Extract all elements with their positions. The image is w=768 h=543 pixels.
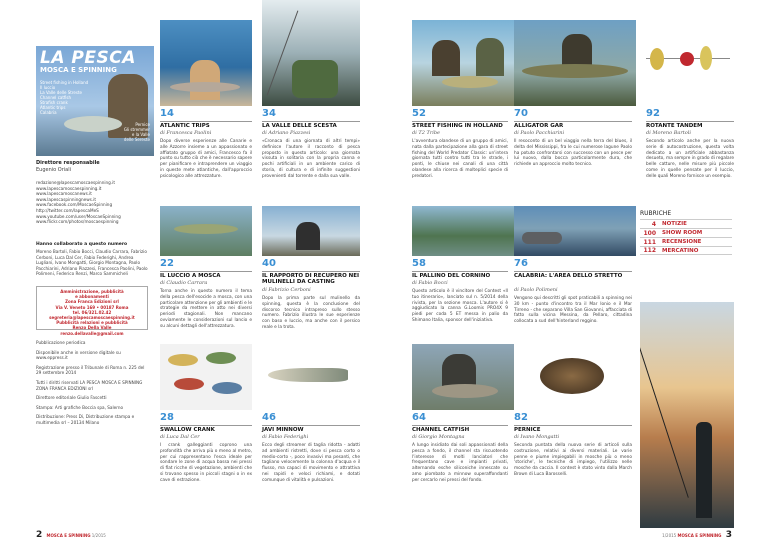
article-page-number: 76 bbox=[514, 258, 528, 269]
article-summary: Questo articolo è il vincitore del Contest «Il tuo itinerario», lanciato sul n. 5/2014 della rivista, per la sezione mosca. L'autore si è aggiudicato la canna G.Loomis PRO4X 9 piedi per coda 5 ET messa in palio da Shimano Italia, sponsor dell'iniziativa. bbox=[412, 289, 508, 323]
divider bbox=[262, 121, 360, 122]
article-page-number: 46 bbox=[262, 412, 276, 423]
footer-magazine-name: MOSCA E SPINNING bbox=[46, 533, 91, 538]
article-author: di Claudio Carrara bbox=[160, 280, 208, 286]
colophon: Pubblicazione periodica Disponibile anche in versione digitale su www.eppress.it Registrazione presso il Tribunale di Roma n. 225 del 29 settembre 2014 Tutti i diritti riservati LA PESCA MOSCA E SPINNING ZONA FRANCA EDIZIONI srl Direttore editoriale Giulio Fascetti Stampa: Arti grafiche Boccia spa, Salerno Distribuzione: Press Di, Distribuzione stampa e multimedia srl – 20134 Milano bbox=[36, 340, 145, 425]
article-page-number: 82 bbox=[514, 412, 528, 423]
divider bbox=[514, 121, 632, 122]
director-name: Eugenio Oriali bbox=[36, 167, 72, 173]
article-author: di Moreno Bartoli bbox=[646, 130, 691, 136]
magazine-cover-image[interactable] bbox=[36, 46, 154, 156]
article-author: di Fabrizio Cerboni bbox=[262, 287, 311, 293]
article-title[interactable]: JAVI MINNOW bbox=[262, 427, 304, 433]
divider bbox=[514, 425, 632, 426]
article-page-number: 70 bbox=[514, 108, 528, 119]
article-page-number: 64 bbox=[412, 412, 426, 423]
divider bbox=[160, 121, 252, 122]
article-summary: Torna anche in questo numero il tema della pesca dell'esocide a mosca, con una particolare attenzione per gli ambienti e le strategie da mettere in atto nei diversi periodi stagionali. Non mancano ovviamente le considerazioni sul lancio e su alcuni dettagli dell'attrezzatura. bbox=[160, 289, 252, 329]
photo-atlantic-trips[interactable] bbox=[160, 20, 252, 106]
article-page-number: 40 bbox=[262, 258, 276, 269]
rubriche-title: RUBRICHE bbox=[640, 210, 672, 217]
cover-fish-figure bbox=[64, 116, 122, 132]
rubrica-item[interactable]: 111 RECENSIONE bbox=[640, 237, 732, 246]
article-summary: L'avventura olandese di un gruppo di amici, nata dalla partecipazione alla gara di street fishing del World Predator Classic: un'intera giornata tutti contro tutti tra le strade, i ponti, le chiuse nei canali di una città olandese alla ricerca di molteplici specie di predatori. bbox=[412, 139, 508, 179]
photo-pernice[interactable] bbox=[514, 344, 636, 410]
photo-street-fishing[interactable] bbox=[412, 20, 528, 106]
link-youtube[interactable]: www.youtube.com/user/MoscaeSpinning bbox=[36, 213, 121, 219]
article-author: di Francesca Paolini bbox=[160, 130, 212, 136]
article-title[interactable]: ATLANTIC TRIPS bbox=[160, 123, 210, 129]
link-news[interactable]: www.lapescamoscanews.it bbox=[36, 191, 92, 197]
article-summary: I crank galleggianti coprono una profondità che arriva più o meno al metro, per cui rappresentano l'esca ideale per sondare le zone di acqua bassa nei pressi di flat ricche di vegetazione, ambienti che si trovano spesso in piccoli stagni o in ex cave di estrazione. bbox=[160, 443, 252, 483]
article-summary: A lungo insidiato dai soli appassionati della pesca a fondo, il channel sta riscuotendo l'interesse di molti lanciatori che frequentano cave e impianti privati, alternando esche siliconiche innescate su amo piombato a minnow superaffondanti per cercarlo nei pressi del fondo. bbox=[412, 443, 508, 483]
article-summary: Vengono qui descritti gli spot praticabili a spinning nei 30 km - punto d'incontro tra il Mar Ionio e il Mar Tirreno - che separano Villa San Giovanni, affacciata di fatto sulla vicina Messina, da Pellaro, cittadina collocata a sud dell'hinterland reggino. bbox=[514, 296, 632, 325]
article-title[interactable]: LA VALLE DELLE SCESTA bbox=[262, 123, 337, 129]
article-summary: Dopo diverse esperienze alle Canarie e alle Azzorre insieme a un appassionato e affiatato gruppo di amici, Francesco fa il punto su tutto ciò che è necessario sapere per pianificare e intraprendere un viaggio in queste mete atlantiche, dall'approccio psicologico alle attrezzature. bbox=[160, 139, 252, 179]
footer-left bbox=[36, 530, 106, 540]
article-summary: Il resoconto di un bel viaggio nella terra del blues, il delta del Mississippi, fra le cui numerose lagune Paolo ha potuto confrontarsi con successo con un pesce per lui nuovo, dalla bocca particolarmente dura, che richiede un approccio molto tecnico. bbox=[514, 139, 632, 168]
rubrica-item[interactable]: 112 MERCATINO bbox=[640, 246, 732, 255]
link-facebook[interactable]: www.facebook.com/MoscaeSpinning bbox=[36, 202, 113, 208]
link-flickr[interactable]: www.flickr.com/photos/moscaespinning bbox=[36, 219, 119, 225]
article-author: di Giorgio Montagna bbox=[412, 434, 465, 440]
article-title[interactable]: IL LUCCIO A MOSCA bbox=[160, 273, 221, 279]
photo-sunset-angler[interactable] bbox=[640, 302, 734, 528]
page-number-left: 2 bbox=[36, 530, 43, 540]
divider bbox=[160, 425, 252, 426]
link-email[interactable]: redazione@lapescamoscaespinning.it bbox=[36, 180, 115, 185]
photo-rotante-tandem[interactable] bbox=[640, 20, 734, 106]
rubrica-item[interactable]: 4 NOTIZIE bbox=[640, 219, 732, 228]
photo-javi-minnow[interactable] bbox=[262, 344, 360, 410]
contributors-list: Moreno Bartoli, Fabio Bocci, Claudio Carrara, Fabrizio Cerboni, Luca Dal Cer, Fabio Federighi, Andrea Lugliani, Ivano Mongatti, Giorgio Montagna, Paolo Pacchiarini, Adriano Piazzesi, Francesca Paolini, Paolo Polimeni, Federico Renzi, Marco Sammicheli bbox=[36, 249, 148, 277]
link-website[interactable]: www.lapescamoscaespinning.it bbox=[36, 185, 102, 191]
divider bbox=[412, 271, 508, 272]
photo-alligator-gar[interactable] bbox=[514, 20, 636, 106]
article-title[interactable]: CHANNEL CATFISH bbox=[412, 427, 470, 433]
article-page-number: 52 bbox=[412, 108, 426, 119]
footer-issue: 1/2015 bbox=[91, 533, 106, 538]
photo-luccio-mosca[interactable] bbox=[160, 206, 252, 256]
divider bbox=[262, 425, 360, 426]
cover-masthead: LA PESCA bbox=[40, 48, 136, 68]
rubriche-list bbox=[640, 219, 732, 255]
article-summary: Secondo articolo anche per la nuova serie di autocostruzione, questa volta dedicato a un artificiale abbastanza desueto, ma sempre in grado di regalare belle catture, nelle misure più piccole come in quelle pensate per il luccio, delle quali Moreno fornisce un esempio. bbox=[646, 139, 734, 179]
article-page-number: 58 bbox=[412, 258, 426, 269]
article-author: di Paolo Polimeni bbox=[514, 287, 558, 293]
footer-magazine-name: MOSCA E SPINNING bbox=[677, 533, 722, 538]
article-title[interactable]: PERNICE bbox=[514, 427, 541, 433]
contributors-title: Hanno collaborato a questo numero bbox=[36, 242, 128, 247]
cover-tagline: Pernice Gli stremmer e la Valle delle Sereste bbox=[123, 122, 150, 142]
photo-swallow-crank[interactable] bbox=[160, 344, 252, 410]
divider bbox=[412, 121, 508, 122]
article-author: di T2 Tribe bbox=[412, 130, 440, 136]
article-title[interactable]: CALABRIA: L'AREA DELLO STRETTO bbox=[514, 273, 623, 279]
contact-links bbox=[36, 180, 150, 225]
director-title: Direttore responsabile bbox=[36, 160, 100, 166]
divider bbox=[412, 425, 508, 426]
article-author: di Adriano Piazzesi bbox=[262, 130, 311, 136]
rubrica-item[interactable]: 100 SHOW ROOM bbox=[640, 228, 732, 237]
footer-right bbox=[662, 530, 732, 540]
photo-valle-scesta[interactable] bbox=[262, 0, 360, 106]
article-page-number: 14 bbox=[160, 108, 174, 119]
article-summary: Seconda puntata della nuova serie di articoli sulla costruzione, relativi ai diversi materiali. Le varie penne e piume impiegabili in mosche più o meno 'storiche', le tecniche di impiego, l'utilizzo nelle mosche da caccia. Il contest è stato vinto dalla March Brown di Luca Barosselli. bbox=[514, 443, 632, 477]
article-title[interactable]: ALLIGATOR GAR bbox=[514, 123, 564, 129]
divider bbox=[262, 271, 360, 272]
article-author: di Luca Dal Cer bbox=[160, 434, 200, 440]
cover-subhead: MOSCA E SPINNING bbox=[40, 66, 117, 74]
article-title[interactable]: IL PALLINO DEL CORNINO bbox=[412, 273, 491, 279]
article-title[interactable]: IL RAPPORTO DI RECUPERO NEI MULINELLI DA CASTING bbox=[262, 273, 360, 286]
link-spinning-news[interactable]: www.lapescaspinningnews.it bbox=[36, 196, 96, 202]
article-summary: «Cronaca di una giornata di altri tempi» definisce l'autore il racconto di pesca proposto in questo articolo: una giornata vissuta in solitaria con la propria canna e pochi artificiali in un ambiente carico di storia, di cultura e di infinite suggestioni provenienti dal torrente e dalla sua valle. bbox=[262, 139, 360, 179]
photo-calabria[interactable] bbox=[514, 206, 636, 256]
photo-pallino-cornino[interactable] bbox=[412, 206, 528, 256]
article-summary: Dopo la prima parte sul mulinello da spinning, questa è la conclusione del discorso tecnico intrapreso sullo stesso numero. Fabrizio illustra le sue esperienze con baso e luccio, ma anche con il persico reale e la trota. bbox=[262, 296, 360, 330]
article-title[interactable]: SWALLOW CRANK bbox=[160, 427, 215, 433]
cover-headlines: Street fishing in Holland Il luccio La Valle delle Streste Channel catfish Strafish crank Atlantic trips Calabria bbox=[40, 80, 89, 115]
article-page-number: 92 bbox=[646, 108, 660, 119]
article-page-number: 34 bbox=[262, 108, 276, 119]
article-title[interactable]: ROTANTE TANDEM bbox=[646, 123, 703, 129]
administration-box: Amministrazione, pubblicità e abbonamenti Zona Franca Edizioni srl Via V. Veneto 169 • 00187 Roma tel. 06/321.02.42 segreteria@lapescamoscaespinning.it Pubblicità relazioni e pubblicità Renzo Della Valle renzo.dellavalle@gmail.com bbox=[36, 286, 148, 330]
divider bbox=[160, 271, 252, 272]
page-number-right: 3 bbox=[725, 530, 732, 540]
article-title[interactable]: STREET FISHING IN HOLLAND bbox=[412, 123, 503, 129]
article-author: di Ivano Mongatti bbox=[514, 434, 560, 440]
article-author: di Fabio Bocci bbox=[412, 280, 448, 286]
photo-rapporto-recupero[interactable] bbox=[262, 206, 360, 256]
photo-channel-catfish[interactable] bbox=[412, 344, 528, 410]
article-page-number: 28 bbox=[160, 412, 174, 423]
footer-issue: 1/2015 bbox=[662, 533, 677, 538]
divider bbox=[646, 121, 734, 122]
divider bbox=[514, 271, 632, 272]
link-twitter[interactable]: http://twitter.com/lapescaMeS bbox=[36, 207, 99, 213]
article-author: di Paolo Pacchiarini bbox=[514, 130, 565, 136]
article-author: di Fabio Federighi bbox=[262, 434, 309, 440]
article-page-number: 22 bbox=[160, 258, 174, 269]
article-summary: Ecco degli streamer di taglia ridotta - adatti ad ambienti ristretti, dove si pesca corto o medio-corto -, poco invasivi ma pesanti, che tagliano velocemente la colonna d'acqua e il flusso, ma capaci di movimento e attrattiva nei rapidi e veloci richiami, e dotati comunque di vitalità e pulsazioni. bbox=[262, 443, 360, 483]
